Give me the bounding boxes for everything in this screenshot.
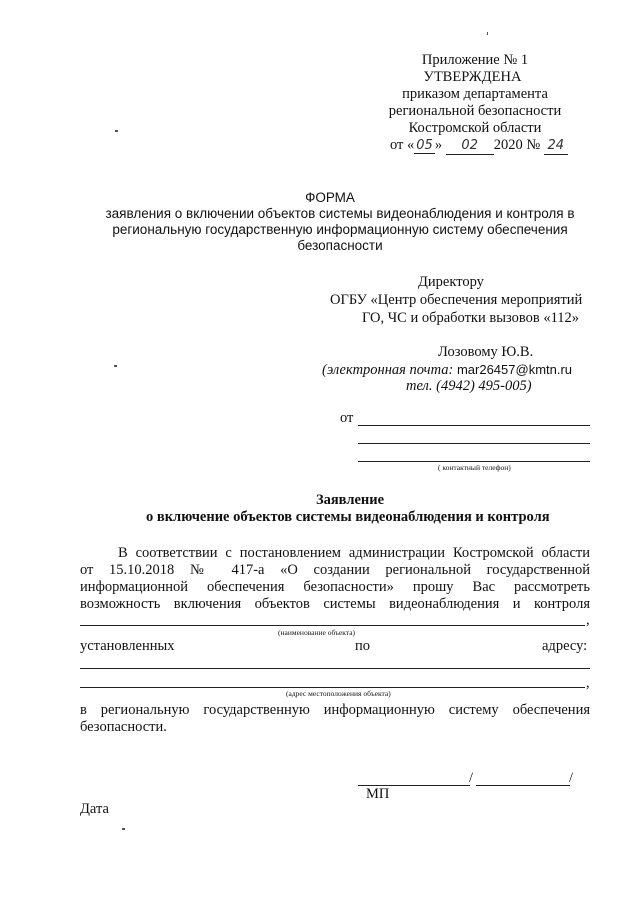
approved-label: УТВЕРЖДЕНА (423, 69, 522, 85)
appendix-number: Приложение № 1 (421, 52, 529, 68)
installed-word: установленных (80, 638, 175, 654)
addressee-org-2: ГО, ЧС и обработки вызовов «112» (362, 310, 580, 326)
paragraph-1-line-4: возможность включения объектов системы видеонаблюдения и контроля (80, 596, 590, 612)
form-subtitle-3: безопасности (297, 238, 383, 253)
form-subtitle-1: заявления о включении объектов системы видеонаблюдения и контроля в (105, 206, 575, 221)
addressee-phone: тел. (4942) 495-005) (406, 378, 532, 394)
paragraph-1-line-1: В соответствии с постановлением администрации Костромской области (118, 545, 590, 561)
date-day-handwritten: 05 (416, 138, 433, 153)
object-line-comma: , (586, 612, 590, 628)
paragraph-2-line-2: безопасности. (80, 719, 167, 735)
addressee-name: Лозовому Ю.В. (438, 344, 534, 360)
statement-title: Заявление (315, 492, 385, 508)
address-line-2 (80, 687, 585, 688)
scan-speck (115, 130, 118, 132)
order-number-handwritten: 24 (544, 137, 568, 155)
signature-slash-1: / (469, 770, 474, 786)
addressee-org-1: ОГБУ «Центр обеспечения мероприятий (330, 292, 583, 308)
name-line (476, 785, 570, 786)
from-line-1 (358, 425, 590, 426)
approval-block (340, 52, 580, 137)
contact-phone-hint: ( контактный телефон) (438, 463, 511, 472)
from-label: от (340, 410, 354, 426)
address-location-hint: (адрес местоположения объекта) (286, 689, 391, 698)
approval-line-2: региональной безопасности (388, 103, 562, 119)
date-label: Дата (80, 801, 109, 817)
paragraph-1-line-3: информационной обеспечения безопасности» прошу Вас рассмотреть (80, 579, 590, 595)
approval-line-1: приказом департамента (402, 86, 548, 102)
from-line-2 (358, 443, 590, 444)
form-title: ФОРМА (305, 190, 355, 205)
address-line-1 (80, 668, 590, 669)
date-month-handwritten: 02 (446, 137, 494, 155)
object-name-line (80, 625, 585, 626)
date-year: 2020 № (493, 137, 541, 153)
addressee-to: Директору (418, 274, 484, 290)
scan-speck (122, 828, 125, 830)
addressee-email-line (322, 361, 572, 379)
approval-line-3: Костромской области (408, 120, 542, 136)
email-address: mar26457@kmtn.ru (456, 362, 573, 377)
email-label: (электронная почта: (322, 362, 454, 378)
form-subtitle-2: региональную государственную информационную систему обеспечения (112, 222, 568, 237)
statement-subtitle: о включение объектов системы видеонаблюдения и контроля (146, 509, 550, 525)
by-word: по (355, 638, 371, 654)
paragraph-1-line-2: от 15.10.2018 № 417-а «О создании региональной государственной (80, 562, 590, 578)
paragraph-2-line-1: в региональную государственную информационную систему обеспечения (80, 702, 590, 718)
object-name-hint: (наименование объекта) (278, 628, 356, 637)
signature-slash-2: / (569, 770, 574, 786)
address-line-comma: , (586, 675, 590, 691)
scan-speck (487, 32, 488, 35)
from-line-3 (358, 461, 590, 462)
approval-date-line: от « 05 » 02 2020 № 24 (390, 137, 568, 155)
stamp-place-label: МП (366, 786, 390, 802)
form-title-block (60, 190, 620, 254)
address-word: адресу: (542, 638, 588, 654)
scan-speck (114, 365, 117, 367)
